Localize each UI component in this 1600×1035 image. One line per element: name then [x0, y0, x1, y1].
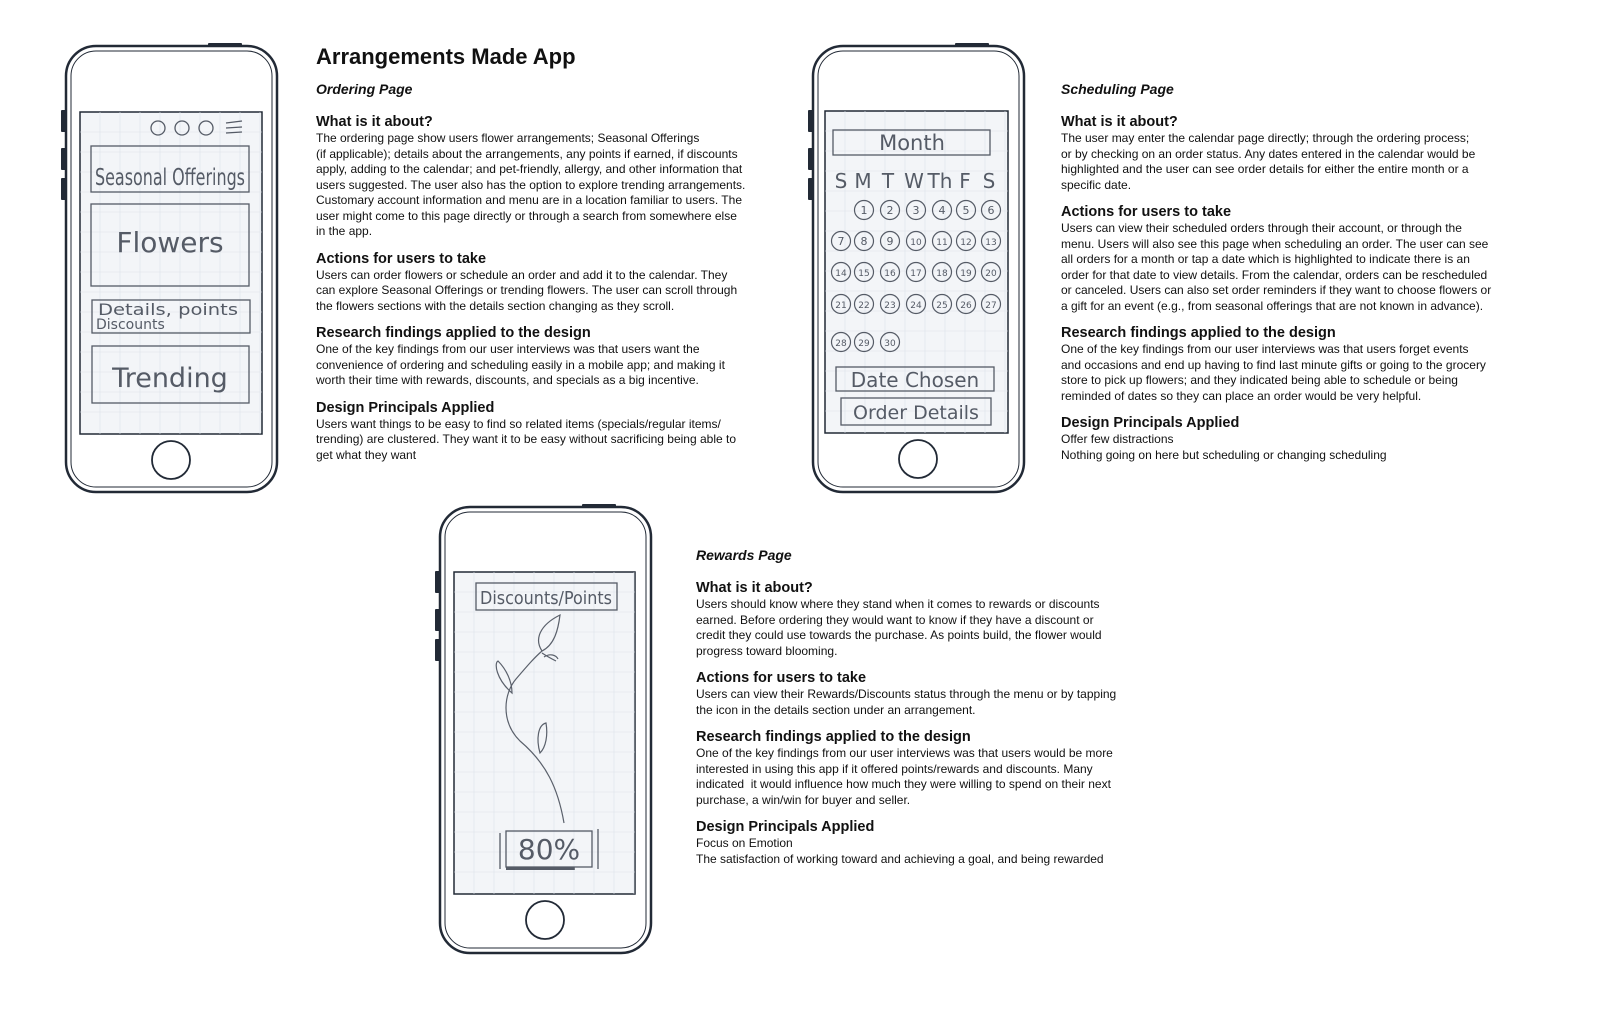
- svg-text:29: 29: [858, 339, 870, 349]
- section-body: [1061, 131, 1531, 193]
- body-line: One of the key findings from our user interviews was that users forget events: [1061, 342, 1469, 356]
- weekday-label: W: [904, 169, 924, 193]
- svg-text:2: 2: [886, 204, 894, 217]
- trending-box: Trending: [112, 363, 228, 394]
- body-line: (if applicable); details about the arrangements, any points if earned, if discounts: [316, 146, 738, 161]
- svg-text:7: 7: [837, 235, 845, 248]
- svg-text:14: 14: [835, 269, 847, 279]
- body-line: can explore Seasonal Offerings or trending flowers. The user can scroll through: [316, 283, 738, 297]
- section-heading: Actions for users to take: [1061, 204, 1232, 220]
- svg-text:6: 6: [987, 204, 995, 217]
- svg-text:1: 1: [860, 204, 868, 217]
- body-line: get what they want: [316, 447, 417, 462]
- date-chosen-button: Date Chosen: [850, 368, 980, 392]
- svg-text:21: 21: [835, 301, 847, 311]
- section-heading: Actions for users to take: [316, 250, 487, 267]
- progress-fill: [506, 867, 575, 870]
- section-heading: Design Principals Applied: [316, 399, 495, 416]
- body-line: highlighted and the user can see order details for either the entire month or a: [1061, 162, 1469, 176]
- body-line: Users should know where they stand when it comes to rewards or discounts: [696, 597, 1100, 611]
- weekday-label: F: [959, 169, 971, 193]
- rewards-phone-mockup: [434, 503, 659, 958]
- body-line: specific date.: [1061, 177, 1132, 192]
- svg-text:4: 4: [938, 204, 946, 217]
- body-line: a gift for an event (e.g., from seasonal offerings that are not known in advance).: [1061, 298, 1484, 313]
- section-heading: What is it about?: [696, 580, 813, 596]
- svg-text:10: 10: [910, 238, 922, 248]
- svg-text:26: 26: [960, 301, 972, 311]
- body-line: trending) are clustered. They want it to be easy without sacrificing being able to: [316, 432, 737, 446]
- svg-text:15: 15: [858, 269, 870, 279]
- body-line: indicated it would influence how much they were willing to spend on their next: [696, 777, 1111, 791]
- order-details-button: Order Details: [853, 402, 979, 424]
- svg-text:20: 20: [985, 269, 997, 279]
- scheduling-phone-mockup: [807, 42, 1032, 497]
- body-line: earned. Before ordering they would want to know if they have a discount or: [696, 612, 1094, 627]
- discounts-label: Discounts: [96, 317, 165, 333]
- body-line: or by checking on an order status. Any dates entered in the calendar would be: [1061, 146, 1476, 161]
- rewards-page-title: Rewards Page: [696, 547, 792, 563]
- body-line: The satisfaction of working toward and achieving a goal, and being rewarded: [696, 851, 1104, 866]
- body-line: all orders for a month or tap a date which is highlighted to indicate there is an: [1061, 252, 1470, 266]
- section-body: [1061, 221, 1531, 314]
- body-line: and occasions and end up having to find last minute gifts or going to the grocery: [1061, 357, 1486, 372]
- svg-text:3: 3: [912, 204, 920, 217]
- progress-label: 80%: [517, 833, 581, 866]
- body-line: Users can order flowers or schedule an order and add it to the calendar. They: [316, 267, 728, 282]
- seasonal-offerings-box: Seasonal Offerings: [95, 165, 245, 191]
- svg-text:24: 24: [910, 301, 922, 311]
- section-body: [696, 836, 1166, 867]
- body-line: purchase, a win/win for buyer and seller.: [696, 792, 911, 807]
- svg-text:5: 5: [962, 204, 970, 217]
- svg-text:22: 22: [858, 301, 870, 311]
- body-line: One of the key findings from our user interviews was that users would be more: [696, 746, 1113, 760]
- section-heading: Design Principals Applied: [696, 819, 875, 835]
- ordering-description: [316, 45, 786, 474]
- weekday-label: Th: [927, 169, 953, 193]
- body-line: Focus on Emotion: [696, 836, 793, 850]
- ordering-page-title: Ordering Page: [316, 81, 413, 97]
- svg-text:23: 23: [884, 301, 896, 311]
- body-line: progress toward blooming.: [696, 643, 838, 658]
- home-button: [899, 440, 937, 478]
- body-line: in the app.: [316, 224, 373, 238]
- svg-text:9: 9: [886, 235, 894, 248]
- home-button: [152, 441, 190, 479]
- svg-text:11: 11: [936, 238, 948, 248]
- section-heading: Design Principals Applied: [1061, 415, 1240, 431]
- section-body: [1061, 342, 1531, 404]
- body-line: user might come to this page directly or through a search from somewhere else: [316, 208, 737, 223]
- body-line: Users can view their Rewards/Discounts status through the menu or by tapping: [696, 687, 1117, 701]
- body-line: credit they could use towards the purchase. As points build, the flower would: [696, 628, 1102, 642]
- rewards-description: [696, 547, 1166, 878]
- body-line: the icon in the details section under an arrangement.: [696, 702, 976, 717]
- svg-text:30: 30: [884, 339, 896, 349]
- body-line: apply, adding to the calendar; and pet-friendly, allergy, and other information that: [316, 162, 743, 176]
- scheduling-page-title: Scheduling Page: [1061, 81, 1174, 97]
- svg-text:8: 8: [860, 235, 868, 248]
- discounts-points-header: Discounts/Points: [480, 588, 612, 609]
- body-line: Offer few distractions: [1061, 432, 1174, 446]
- section-heading: Research findings applied to the design: [316, 325, 591, 341]
- body-line: Nothing going on here but scheduling or changing scheduling: [1061, 447, 1387, 462]
- weekday-label: S: [982, 169, 996, 193]
- ordering-phone-mockup: [60, 42, 285, 497]
- svg-text:28: 28: [835, 339, 847, 349]
- weekday-label: T: [881, 169, 895, 193]
- svg-text:27: 27: [985, 301, 997, 311]
- section-body: [696, 687, 1166, 718]
- details-points-box: Details, points: [98, 300, 238, 319]
- home-button: [526, 901, 564, 939]
- section-body: [316, 342, 786, 389]
- svg-text:25: 25: [936, 301, 948, 311]
- body-line: or canceled. Users can also set order reminders if they want to choose flowers or: [1061, 283, 1492, 297]
- section-heading: What is it about?: [1061, 114, 1178, 130]
- svg-text:12: 12: [960, 238, 972, 248]
- body-line: interested in using this app if it offered points/rewards and discounts. Many: [696, 761, 1093, 776]
- svg-text:16: 16: [884, 269, 896, 279]
- section-heading: What is it about?: [316, 114, 433, 130]
- body-line: users suggested. The user also has the option to explore trending arrangements.: [316, 177, 746, 192]
- body-line: menu. Users will also see this page when scheduling an order. The user can see: [1061, 236, 1489, 251]
- weekday-label: M: [854, 169, 872, 193]
- document-title: Arrangements Made App: [316, 44, 576, 69]
- body-line: order for that date to view details. From the calendar, orders can be rescheduled: [1061, 267, 1488, 282]
- section-heading: Actions for users to take: [696, 670, 867, 686]
- body-line: reminded of dates so they can place an order would be very helpful.: [1061, 388, 1422, 403]
- section-heading: Research findings applied to the design: [1061, 325, 1336, 341]
- section-body: [316, 268, 786, 315]
- body-line: store to pick up flowers; and they indicated being able to schedule or being: [1061, 373, 1458, 387]
- section-heading: Research findings applied to the design: [696, 729, 971, 745]
- body-line: Users want things to be easy to find so related items (specials/regular items/: [316, 416, 721, 431]
- body-line: worth their time with rewards, discounts, and specials as a big incentive.: [316, 373, 699, 387]
- body-line: The ordering page show users flower arrangements; Seasonal Offerings: [316, 131, 700, 145]
- section-body: [316, 417, 786, 464]
- svg-text:13: 13: [985, 238, 997, 248]
- svg-text:19: 19: [960, 269, 972, 279]
- svg-text:18: 18: [936, 269, 948, 279]
- body-line: Users can view their scheduled orders through their account, or through the: [1061, 221, 1462, 235]
- body-line: convenience of ordering and scheduling easily in a mobile app; and making it: [316, 357, 725, 372]
- month-header: Month: [879, 131, 945, 155]
- flowers-box: Flowers: [116, 226, 224, 259]
- svg-text:17: 17: [910, 269, 922, 279]
- section-body: [696, 746, 1166, 808]
- section-body: [1061, 432, 1531, 463]
- body-line: Customary account information and menu are in a location familiar to users. The: [316, 193, 742, 207]
- weekday-label: S: [834, 169, 848, 193]
- section-body: [316, 131, 786, 240]
- section-body: [696, 597, 1166, 659]
- body-line: One of the key findings from our user interviews was that users want the: [316, 342, 700, 356]
- body-line: the flowers sections with the details section changing as they scroll.: [316, 298, 675, 313]
- body-line: The user may enter the calendar page directly; through the ordering process;: [1061, 131, 1470, 145]
- scheduling-description: [1061, 81, 1531, 474]
